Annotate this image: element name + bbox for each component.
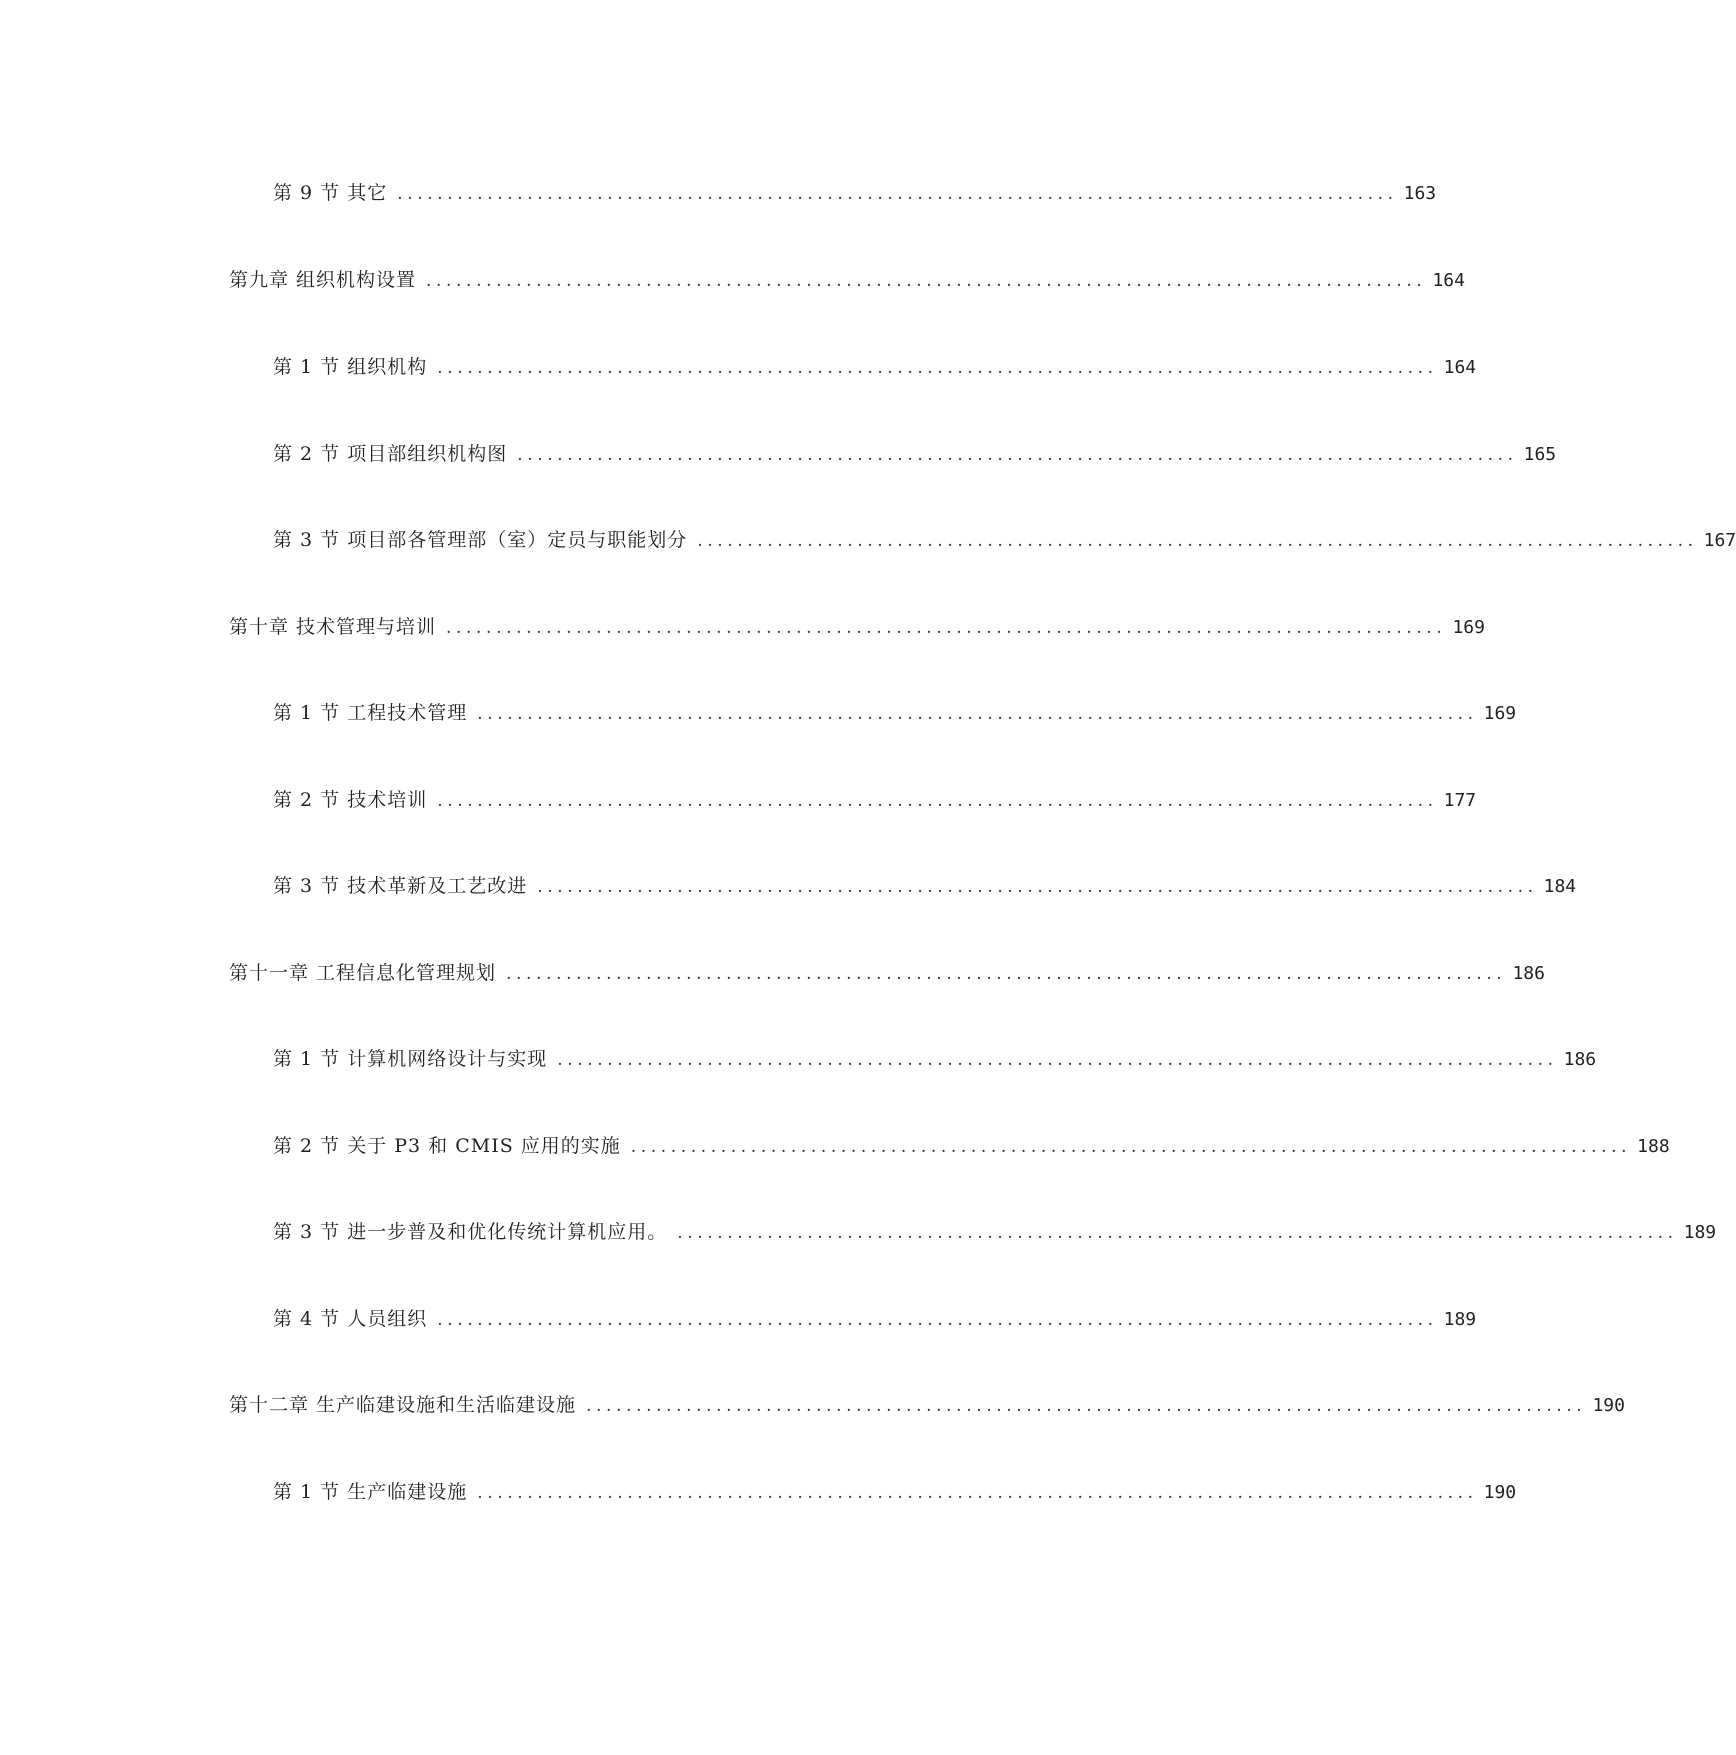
toc-entry-chapter[interactable] (229, 265, 1465, 295)
dot-leader: .................................................................................................... (677, 1223, 1678, 1243)
toc-entry-chapter[interactable] (229, 958, 1545, 988)
toc-entry-section[interactable] (273, 1044, 1597, 1074)
dot-leader: .................................................................................................... (477, 704, 1478, 724)
toc-entry-page-number: 163 (1403, 183, 1437, 204)
toc-entry-page-number: 186 (1563, 1049, 1597, 1070)
dot-leader: .................................................................................................... (437, 358, 1438, 378)
toc-entry-label: 第十一章 工程信息化管理规划 (229, 962, 497, 984)
dot-leader: .................................................................................................... (446, 618, 1447, 638)
toc-entry-page-number: 165 (1523, 444, 1557, 465)
toc-entry-page-number: 190 (1483, 1482, 1517, 1503)
dot-leader: .................................................................................................... (437, 1310, 1438, 1330)
dot-leader: .................................................................................................... (506, 964, 1507, 984)
toc-entry-label: 第 4 节 人员组织 (273, 1308, 428, 1330)
toc-entry-label: 第 3 节 项目部各管理部（室）定员与职能划分 (273, 529, 688, 551)
toc-entry-label: 第十二章 生产临建设施和生活临建设施 (229, 1394, 577, 1416)
toc-entry-section[interactable] (273, 525, 1736, 555)
toc-entry-label: 第 1 节 生产临建设施 (273, 1481, 468, 1503)
toc-entry-page-number: 189 (1683, 1222, 1717, 1243)
dot-leader: .................................................................................................... (630, 1137, 1632, 1157)
toc-entry-page-number: 184 (1543, 876, 1577, 897)
toc-entry-page-number: 167 (1703, 530, 1736, 551)
dot-leader: .................................................................................................... (537, 877, 1538, 897)
toc-entry-section[interactable] (273, 1131, 1670, 1161)
dot-leader: .................................................................................................... (426, 271, 1427, 291)
toc-entry-page-number: 177 (1443, 790, 1477, 811)
dot-leader: .................................................................................................... (477, 1483, 1478, 1503)
dot-leader: .................................................................................................... (517, 445, 1518, 465)
toc-entry-label: 第 3 节 进一步普及和优化传统计算机应用。 (273, 1221, 668, 1243)
toc-entry-page-number: 189 (1443, 1309, 1477, 1330)
dot-leader: .................................................................................................... (557, 1050, 1558, 1070)
toc-entry-section[interactable] (273, 178, 1437, 208)
toc-entry-chapter[interactable] (229, 612, 1485, 642)
toc-entry-label: 第 1 节 工程技术管理 (273, 702, 468, 724)
toc-entry-page-number: 186 (1512, 963, 1545, 984)
toc-entry-section[interactable] (273, 1217, 1717, 1247)
toc-entry-label: 第九章 组织机构设置 (229, 269, 417, 291)
toc-entry-label: 第 1 节 计算机网络设计与实现 (273, 1048, 548, 1070)
toc-entry-page-number: 188 (1637, 1136, 1670, 1157)
toc-entry-page-number: 169 (1452, 617, 1485, 638)
dot-leader: .................................................................................................... (397, 184, 1398, 204)
toc-entry-label: 第 9 节 其它 (273, 182, 388, 204)
dot-leader: .................................................................................................... (437, 791, 1438, 811)
toc-entry-section[interactable] (273, 698, 1517, 728)
dot-leader: .................................................................................................... (697, 531, 1698, 551)
toc-entry-label: 第 3 节 技术革新及工艺改进 (273, 875, 528, 897)
toc-entry-page-number: 169 (1483, 703, 1517, 724)
toc-entry-section[interactable] (273, 1477, 1517, 1507)
dot-leader: .................................................................................................... (586, 1396, 1587, 1416)
toc-entry-label: 第 2 节 项目部组织机构图 (273, 443, 508, 465)
toc-entry-section[interactable] (273, 439, 1557, 469)
toc-entry-label: 第 2 节 技术培训 (273, 789, 428, 811)
toc-entry-section[interactable] (273, 871, 1577, 901)
toc-entry-page-number: 190 (1592, 1395, 1625, 1416)
toc-entry-section[interactable] (273, 352, 1477, 382)
toc-entry-page-number: 164 (1432, 270, 1465, 291)
toc-entry-section[interactable] (273, 785, 1477, 815)
toc-entry-label: 第 1 节 组织机构 (273, 356, 428, 378)
toc-entry-section[interactable] (273, 1304, 1477, 1334)
toc-entry-label: 第 2 节 关于 P3 和 CMIS 应用的实施 (273, 1135, 621, 1157)
toc-entry-chapter[interactable] (229, 1390, 1625, 1420)
toc-entry-label: 第十章 技术管理与培训 (229, 616, 437, 638)
toc-entry-page-number: 164 (1443, 357, 1477, 378)
